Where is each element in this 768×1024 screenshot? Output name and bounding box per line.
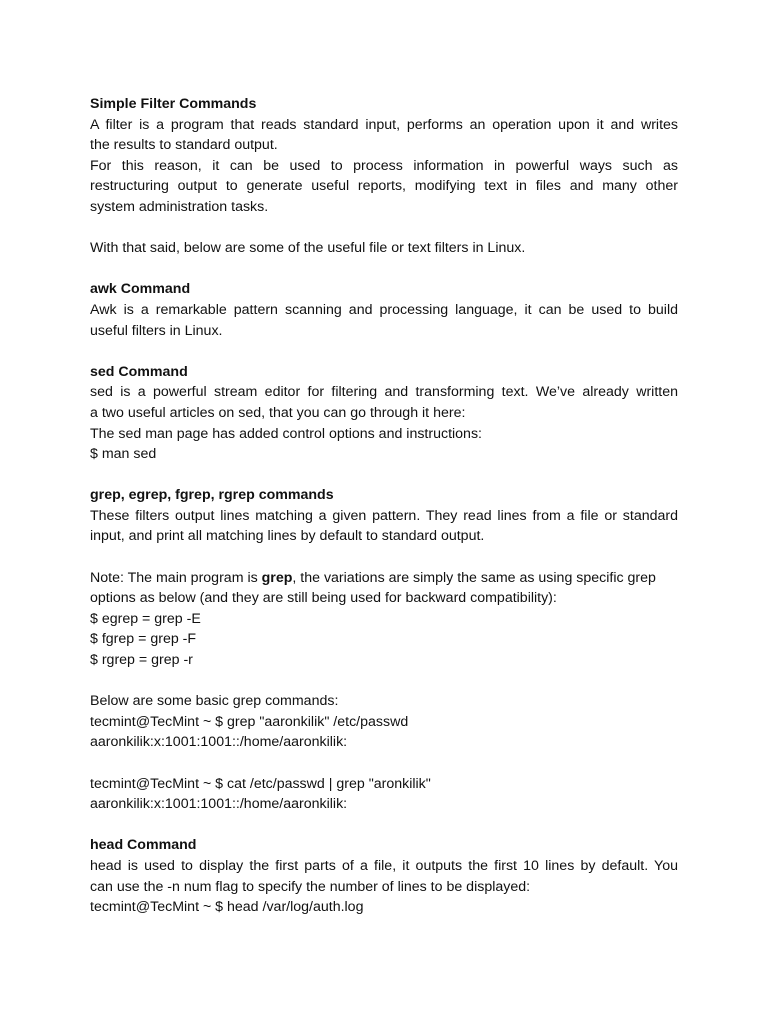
spacer [90,671,678,692]
output-line: aaronkilik:x:1001:1001::/home/aaronkilik: [90,734,348,751]
command-line: $ rgrep = grep -r [90,652,193,669]
note-line [90,568,678,589]
paragraph-line: restructuring output to generate useful reports, modifying text in files and many other [90,178,678,195]
output-line: aaronkilik:x:1001:1001::/home/aaronkilik: [90,796,348,813]
note-bold-grep: grep [261,569,293,586]
paragraph-line: With that said, below are some of the useful file or text filters in Linux. [90,240,526,257]
paragraph-line: can use the -n num flag to specify the number of lines to be displayed: [90,878,531,895]
spacer [90,341,678,362]
command-line: tecmint@TecMint ~ $ cat /etc/passwd | grep "aronkilik" [90,775,431,792]
paragraph-line: sed is a powerful stream editor for filtering and transforming text. We’ve already written [90,384,678,401]
spacer [90,815,678,836]
paragraph-line: head is used to display the first parts of a file, it outputs the first 10 lines by default. You [90,857,678,874]
paragraph-line: For this reason, it can be used to process information in powerful ways such as [90,157,678,174]
section-heading-head: head Command [90,837,197,854]
paragraph-line: useful filters in Linux. [90,322,223,339]
paragraph-line: the results to standard output. [90,137,278,154]
section-heading-simple-filter: Simple Filter Commands [90,96,257,112]
command-line: $ man sed [90,446,157,463]
command-line: $ fgrep = grep -F [90,631,197,648]
paragraph-line: Awk is a remarkable pattern scanning and processing language, it can be used to build [90,301,678,318]
command-line: tecmint@TecMint ~ $ grep "aaronkilik" /etc/passwd [90,713,409,730]
spacer [90,259,678,280]
paragraph-line: input, and print all matching lines by default to standard output. [90,528,485,545]
document-page [90,94,678,918]
command-line: tecmint@TecMint ~ $ head /var/log/auth.log [90,899,364,916]
paragraph-line: system administration tasks. [90,198,269,215]
spacer [90,218,678,239]
paragraph-line: a two useful articles on sed, that you can go through it here: [90,404,466,421]
spacer [90,547,678,568]
note-text-end: , the variations are simply the same as using specific grep [292,569,656,586]
spacer [90,465,678,486]
paragraph-line: options as below (and they are still being used for backward compatibility): [90,590,557,607]
spacer [90,753,678,774]
section-heading-grep: grep, egrep, fgrep, rgrep commands [90,487,334,504]
paragraph-line: Below are some basic grep commands: [90,693,339,710]
section-heading-awk: awk Command [90,281,191,298]
paragraph-line: These filters output lines matching a given pattern. They read lines from a file or standard [90,507,678,524]
section-heading-sed: sed Command [90,363,188,380]
paragraph-line: The sed man page has added control options and instructions: [90,425,482,442]
command-line: $ egrep = grep -E [90,610,201,627]
note-text-start: Note: The main program is [90,569,262,586]
paragraph-line: A filter is a program that reads standard input, performs an operation upon it and writes [90,116,678,133]
